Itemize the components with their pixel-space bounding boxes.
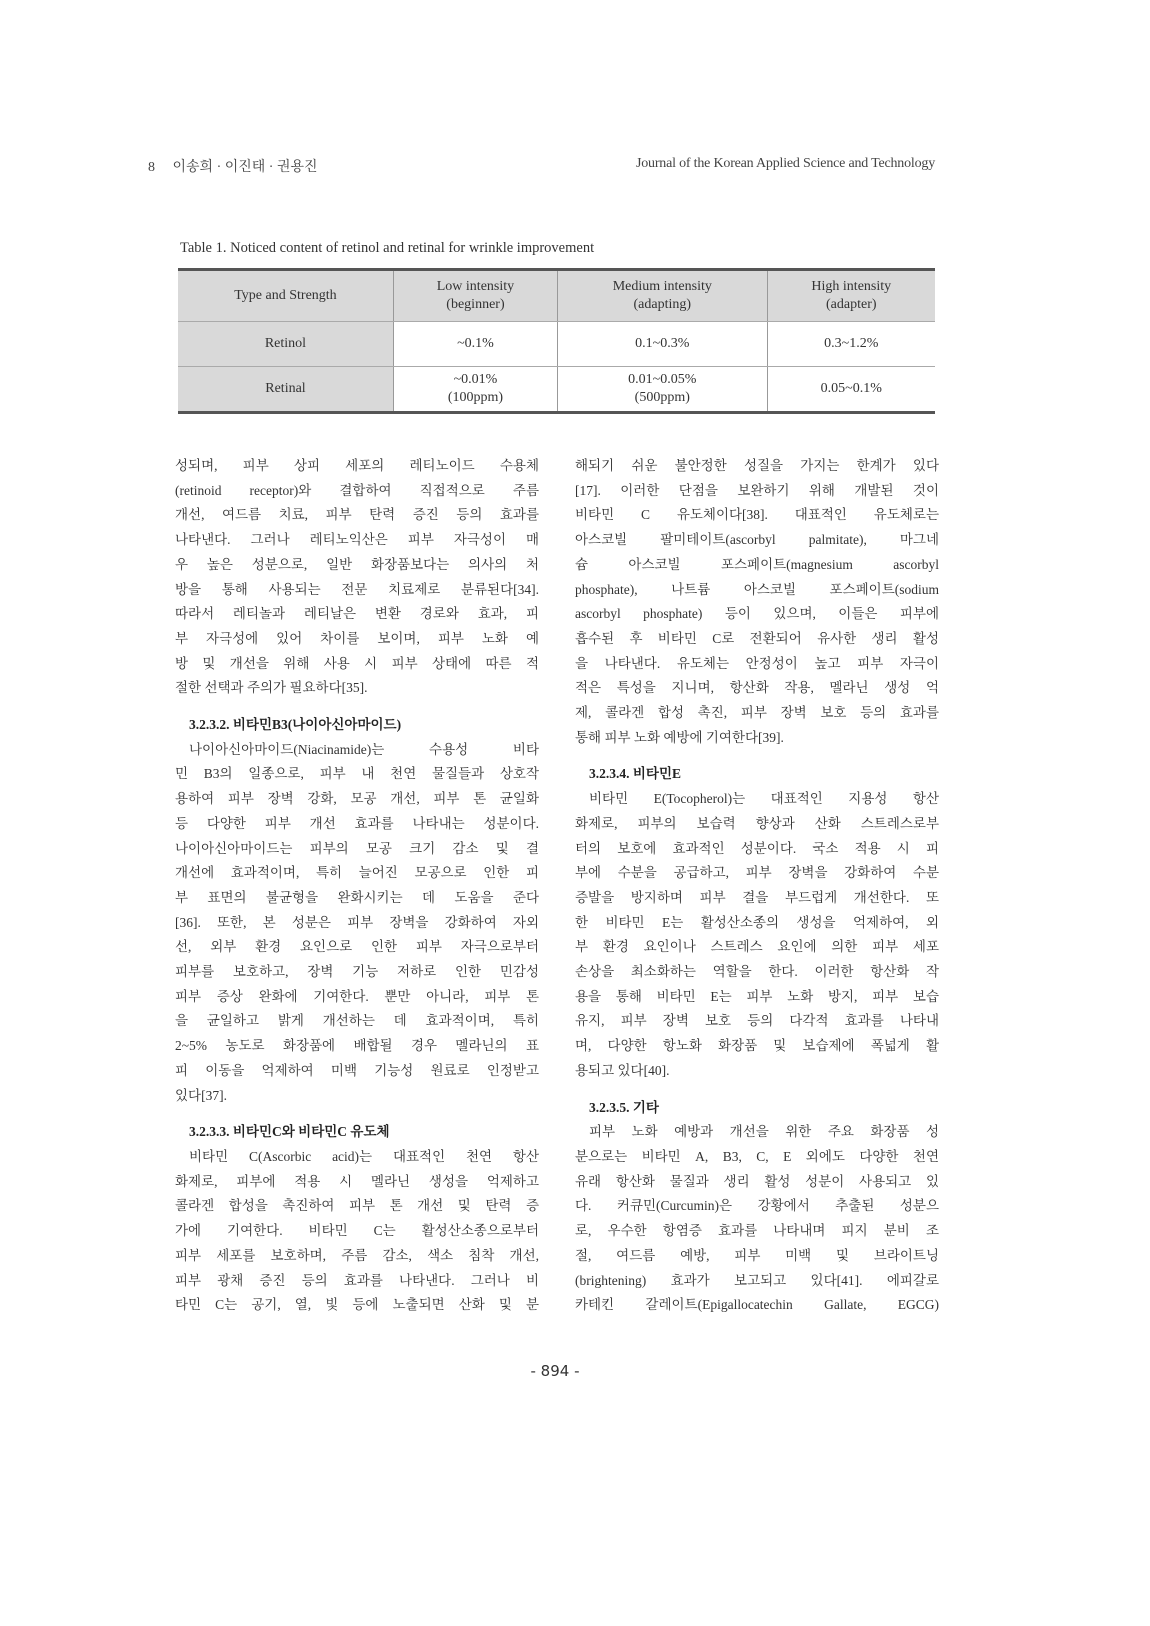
text-line: 비타민 E(Tocopherol)는 대표적인 지용성 항산 — [589, 791, 939, 807]
text-line: 민 B3의 일종으로, 피부 내 천연 물질들과 상호작 — [175, 766, 539, 782]
header-text: (adapter) — [826, 297, 877, 312]
text-line: 방 및 개선을 위해 사용 시 피부 상태에 따른 적 — [175, 655, 539, 671]
table-cell — [767, 322, 935, 367]
header-journal-title: Journal of the Korean Applied Science and Technology — [636, 156, 935, 171]
text-line: 나타낸다. 그러나 레티노익산은 피부 자극성이 매 — [175, 532, 539, 548]
text-line: (brightening) 효과가 보고되고 있다[41]. 에피갈로 — [575, 1272, 939, 1288]
text-line: 분으로는 비타민 A, B3, C, E 외에도 다양한 천연 — [575, 1148, 939, 1164]
text-line: 슘 아스코빌 포스페이트(magnesium ascorbyl — [575, 556, 939, 572]
paragraph — [575, 787, 939, 1083]
text-line: 한 비타민 E는 활성산소종의 생성을 억제하여, 외 — [575, 914, 939, 930]
text-line: 증발을 방지하며 피부 결을 부드럽게 개선한다. 또 — [575, 889, 939, 905]
text-line: 절한 선택과 주의가 필요하다[35]. — [175, 680, 368, 696]
text-line: 제, 콜라겐 합성 촉진, 피부 장벽 보호 등의 효과를 — [575, 705, 939, 721]
section-heading: 3.2.3.4. 비타민E — [589, 766, 682, 782]
text-line: 용되고 있다[40]. — [575, 1062, 670, 1078]
right-column — [575, 454, 939, 1318]
paragraph — [175, 738, 539, 1109]
text-line: 손상을 최소화하는 역할을 한다. 이러한 항산화 작 — [575, 964, 939, 980]
text-line: 절, 여드름 예방, 피부 미백 및 브라이트닝 — [575, 1247, 939, 1263]
text-line: 피부 노화 예방과 개선을 위한 주요 화장품 성 — [589, 1124, 939, 1140]
text-line: 부 자극성에 있어 차이를 보이며, 피부 노화 예 — [175, 630, 539, 646]
text-line: 부 환경 요인이나 스트레스 요인에 의한 피부 세포 — [575, 939, 939, 955]
text-line: 용을 통해 비타민 E는 피부 노화 방지, 피부 보습 — [575, 988, 939, 1004]
text-line: [36]. 또한, 본 성분은 피부 장벽을 강화하여 자외 — [175, 914, 539, 930]
text-line: 피부 증상 완화에 기여한다. 뿐만 아니라, 피부 톤 — [175, 988, 539, 1004]
text-line: 유래 항산화 물질과 생리 활성 성분이 사용되고 있 — [575, 1173, 939, 1189]
row-label: Retinal — [178, 367, 393, 413]
text-line: (retinoid receptor)와 결합하여 직접적으로 주름 — [175, 482, 539, 498]
table-header-cell — [393, 270, 557, 322]
text-line: 유지, 피부 장벽 보호 등의 다각적 효과를 나타내 — [575, 1013, 939, 1029]
table-caption: Table 1. Noticed content of retinol and retinal for wrinkle improvement — [180, 240, 595, 256]
table-header-row — [178, 270, 935, 322]
table-cell — [393, 367, 557, 413]
header-text: High intensity — [811, 279, 892, 294]
paragraph — [575, 1120, 939, 1318]
text-line: [17]. 이러한 단점을 보완하기 위해 개발된 것이 — [575, 482, 939, 498]
text-line: 다. 커큐민(Curcumin)은 강황에서 추출된 성분으 — [575, 1198, 939, 1214]
text-line: 화제로, 피부에 적용 시 멜라닌 생성을 억제하고 — [175, 1173, 539, 1189]
paragraph — [175, 1145, 539, 1318]
text-line: 용하여 피부 장벽 강화, 모공 개선, 피부 톤 균일화 — [175, 791, 539, 807]
text-line: 흡수된 후 비타민 C로 전환되어 유사한 생리 활성 — [575, 630, 939, 646]
table-row — [178, 322, 935, 367]
text-line: 우 높은 성분으로, 일반 화장품보다는 의사의 처 — [175, 556, 539, 572]
text-line: 있다[37]. — [175, 1087, 227, 1103]
paragraph — [175, 454, 539, 701]
table-header-cell — [178, 270, 393, 322]
text-line: 타민 C는 공기, 열, 빛 등에 노출되면 산화 및 분 — [175, 1297, 539, 1313]
text-line: 통해 피부 노화 예방에 기여한다[39]. — [575, 729, 784, 745]
section-heading: 3.2.3.5. 기타 — [589, 1099, 659, 1115]
table-cell — [557, 322, 767, 367]
cell-text: 0.01~0.05% — [628, 372, 697, 387]
table-header-cell — [767, 270, 935, 322]
table-cell — [393, 322, 557, 367]
text-line: 2~5% 농도로 화장품에 배합될 경우 멜라닌의 표 — [175, 1038, 539, 1054]
text-line: 아스코빌 팔미테이트(ascorbyl palmitate), 마그네 — [575, 532, 939, 548]
header-page-number: 8 — [148, 160, 155, 175]
text-line: 개선에 효과적이며, 특히 늘어진 모공으로 인한 피 — [175, 865, 539, 881]
text-line: 피부를 보호하고, 장벽 기능 저하로 인한 민감성 — [175, 964, 539, 980]
text-line: ascorbyl phosphate) 등이 있으며, 이들은 피부에 — [575, 606, 939, 622]
table-cell — [557, 367, 767, 413]
header-text: (beginner) — [446, 297, 505, 312]
text-line: 피부 세포를 보호하며, 주름 감소, 색소 침착 개선, — [175, 1247, 539, 1263]
section-heading: 3.2.3.3. 비타민C와 비타민C 유도체 — [189, 1124, 390, 1140]
text-line: 나이아신아마이드(Niacinamide)는 수용성 비타 — [189, 741, 539, 757]
text-line: 선, 외부 환경 요인으로 인한 피부 자극으로부터 — [175, 939, 539, 955]
text-line: 개선, 여드름 치료, 피부 탄력 증진 등의 효과를 — [175, 507, 539, 523]
table-cell — [767, 367, 935, 413]
header-text: Low intensity — [436, 279, 515, 294]
retinoid-content-table — [178, 268, 935, 414]
cell-text: ~0.01% — [453, 372, 498, 387]
text-line: 화제로, 피부의 보습력 향상과 산화 스트레스로부 — [575, 815, 939, 831]
header-text: Medium intensity — [612, 279, 712, 294]
table-header-cell — [557, 270, 767, 322]
text-line: 로, 우수한 항염증 효과를 나타내며 피지 분비 조 — [575, 1223, 939, 1239]
text-line: phosphate), 나트륨 아스코빌 포스페이트(sodium — [575, 581, 939, 597]
text-line: 콜라겐 합성을 촉진하여 피부 톤 개선 및 탄력 증 — [175, 1198, 539, 1214]
header-authors: 이송희 · 이진태 · 권용진 — [172, 160, 318, 175]
text-line: 따라서 레티놀과 레티날은 변환 경로와 효과, 피 — [175, 606, 539, 622]
cell-text: ~0.1% — [457, 336, 494, 351]
text-line: 카테킨 갈레이트(Epigallocatechin Gallate, EGCG) — [575, 1297, 939, 1313]
left-column — [175, 454, 539, 1318]
text-line: 을 나타낸다. 유도체는 안정성이 높고 피부 자극이 — [575, 655, 939, 671]
cell-text: 0.05~0.1% — [820, 381, 882, 396]
cell-text: 0.1~0.3% — [635, 336, 690, 351]
header-text: (adapting) — [633, 297, 692, 312]
text-line: 을 균일하고 밝게 개선하는 데 효과적이며, 특히 — [175, 1013, 539, 1029]
page-number: - 894 - — [530, 1362, 580, 1380]
text-line: 방을 통해 사용되는 전문 치료제로 분류된다[34]. — [175, 581, 539, 597]
row-label: Retinol — [178, 322, 393, 367]
paragraph — [575, 454, 939, 750]
text-line: 피 이동을 억제하여 미백 기능성 원료로 인정받고 — [175, 1062, 539, 1078]
text-line: 비타민 C(Ascorbic acid)는 대표적인 천연 항산 — [189, 1148, 539, 1164]
text-line: 가에 기여한다. 비타민 C는 활성산소종으로부터 — [175, 1223, 539, 1239]
cell-text: (100ppm) — [447, 390, 504, 405]
cell-text: (500ppm) — [634, 390, 690, 405]
text-line: 부에 수분을 공급하고, 피부 장벽을 강화하여 수분 — [575, 865, 939, 881]
header-text: Type and Strength — [234, 288, 337, 303]
text-line: 부 표면의 불균형을 완화시키는 데 도움을 준다 — [175, 889, 539, 905]
text-line: 나이아신아마이드는 피부의 모공 크기 감소 및 결 — [175, 840, 539, 856]
cell-text: 0.3~1.2% — [824, 336, 879, 351]
text-line: 성되며, 피부 상피 세포의 레티노이드 수용체 — [175, 458, 539, 473]
text-line: 피부 광채 증진 등의 효과를 나타낸다. 그러나 비 — [175, 1272, 539, 1288]
text-line: 비타민 C 유도체이다[38]. 대표적인 유도체로는 — [575, 507, 939, 523]
text-line: 터의 보호에 효과적인 성분이다. 국소 적용 시 피 — [575, 840, 939, 856]
text-line: 며, 다양한 항노화 화장품 및 보습제에 폭넓게 활 — [575, 1038, 939, 1054]
running-header-left — [148, 156, 318, 176]
text-line: 적은 특성을 지니며, 항산화 작용, 멜라닌 생성 억 — [575, 680, 939, 696]
text-line: 해되기 쉬운 불안정한 성질을 가지는 한계가 있다 — [575, 458, 939, 473]
section-heading: 3.2.3.2. 비타민B3(나이아신아마이드) — [189, 717, 402, 733]
text-line: 등 다양한 피부 개선 효과를 나타내는 성분이다. — [175, 815, 539, 831]
table-row — [178, 367, 935, 413]
